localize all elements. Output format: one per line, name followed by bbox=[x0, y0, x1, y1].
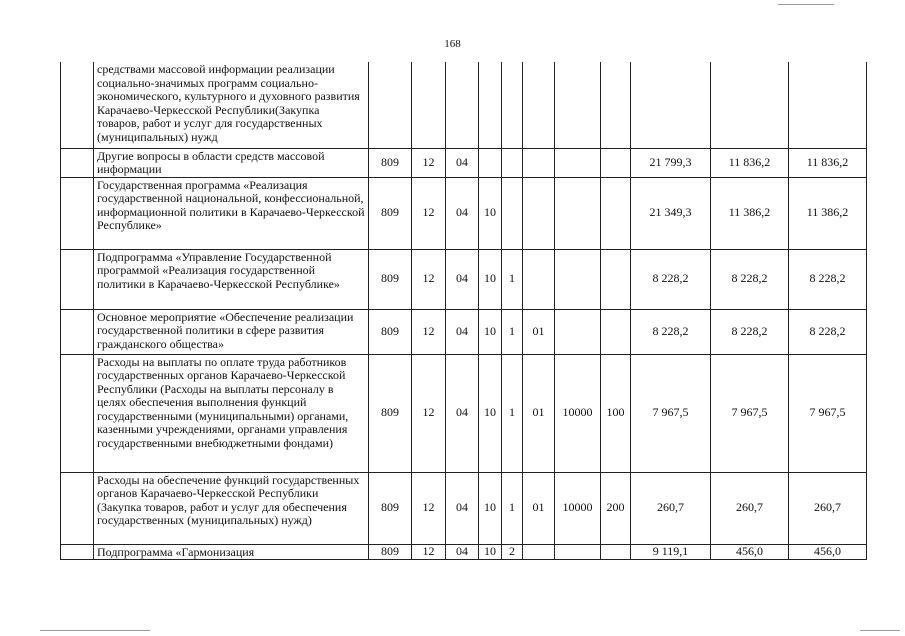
cell-subprogram: 1 bbox=[502, 309, 523, 354]
cell-ministry: 809 bbox=[369, 472, 412, 544]
row-number-cell bbox=[61, 62, 94, 148]
cell-sum2: 8 228,2 bbox=[711, 249, 789, 309]
cell-sum3: 260,7 bbox=[789, 472, 867, 544]
cell-subprogram: 1 bbox=[502, 249, 523, 309]
cell-expense-type bbox=[601, 148, 631, 177]
cell-event bbox=[523, 177, 555, 249]
cell-event bbox=[523, 62, 555, 148]
cell-event bbox=[523, 544, 555, 560]
cell-sum2: 8 228,2 bbox=[711, 309, 789, 354]
cell-direction bbox=[555, 249, 601, 309]
cell-ministry: 809 bbox=[369, 354, 412, 472]
cell-expense-type bbox=[601, 177, 631, 249]
cell-program: 10 bbox=[479, 354, 502, 472]
table-row bbox=[61, 249, 867, 309]
budget-table bbox=[60, 62, 867, 560]
cell-event bbox=[523, 249, 555, 309]
row-number-cell bbox=[61, 148, 94, 177]
cell-direction: 10000 bbox=[555, 472, 601, 544]
cell-section: 12 bbox=[412, 177, 446, 249]
cell-sum1: 8 228,2 bbox=[631, 309, 711, 354]
cell-event bbox=[523, 148, 555, 177]
row-number-cell bbox=[61, 354, 94, 472]
cell-program: 10 bbox=[479, 544, 502, 560]
cell-expense-type: 200 bbox=[601, 472, 631, 544]
page-number: 168 bbox=[444, 38, 461, 50]
cell-ministry: 809 bbox=[369, 309, 412, 354]
row-number-cell bbox=[61, 309, 94, 354]
cell-program bbox=[479, 148, 502, 177]
cell-expense-type: 100 bbox=[601, 354, 631, 472]
cell-subsection: 04 bbox=[446, 249, 479, 309]
cell-direction bbox=[555, 148, 601, 177]
row-number-cell bbox=[61, 472, 94, 544]
cell-sum2: 7 967,5 bbox=[711, 354, 789, 472]
table-row bbox=[61, 177, 867, 249]
cell-section: 12 bbox=[412, 249, 446, 309]
cell-section bbox=[412, 62, 446, 148]
cell-sum1: 9 119,1 bbox=[631, 544, 711, 560]
table-row bbox=[61, 472, 867, 544]
cell-sum3: 456,0 bbox=[789, 544, 867, 560]
cell-program bbox=[479, 62, 502, 148]
cell-expense-type bbox=[601, 249, 631, 309]
cell-sum2: 260,7 bbox=[711, 472, 789, 544]
cell-sum1 bbox=[631, 62, 711, 148]
cell-sum1: 21 799,3 bbox=[631, 148, 711, 177]
cell-program: 10 bbox=[479, 309, 502, 354]
cell-sum3 bbox=[789, 62, 867, 148]
cell-subprogram bbox=[502, 62, 523, 148]
table-row bbox=[61, 62, 867, 148]
cell-ministry bbox=[369, 62, 412, 148]
cell-expense-type bbox=[601, 62, 631, 148]
cell-name: Расходы на выплаты по оплате труда работников государственных органов Карачаево-Черкесской Республики (Расходы на выплаты персоналу в целях обеспечения выполнения функций государственными (муниципальными) органами, казенными учреждениями, органами управления государственными внебюджетными фондами) bbox=[94, 354, 369, 472]
cell-section: 12 bbox=[412, 544, 446, 560]
cell-subprogram bbox=[502, 148, 523, 177]
cell-name: Подпрограмма «Управление Государственной программой «Реализация государственной политики в Карачаево-Черкесской Республике» bbox=[94, 249, 369, 309]
row-number-cell bbox=[61, 177, 94, 249]
cell-program: 10 bbox=[479, 472, 502, 544]
cell-section: 12 bbox=[412, 309, 446, 354]
table-row bbox=[61, 148, 867, 177]
cell-sum3: 8 228,2 bbox=[789, 309, 867, 354]
cell-subsection: 04 bbox=[446, 544, 479, 560]
cell-section: 12 bbox=[412, 472, 446, 544]
cell-subsection: 04 bbox=[446, 148, 479, 177]
cell-event: 01 bbox=[523, 309, 555, 354]
cell-subprogram: 1 bbox=[502, 354, 523, 472]
cell-sum2: 11 386,2 bbox=[711, 177, 789, 249]
cell-section: 12 bbox=[412, 354, 446, 472]
cell-section: 12 bbox=[412, 148, 446, 177]
cell-sum1: 8 228,2 bbox=[631, 249, 711, 309]
cell-event: 01 bbox=[523, 472, 555, 544]
table-row bbox=[61, 544, 867, 560]
scan-artifact-line bbox=[40, 630, 150, 631]
scan-artifact-line bbox=[778, 4, 834, 5]
cell-subsection bbox=[446, 62, 479, 148]
cell-subsection: 04 bbox=[446, 472, 479, 544]
cell-sum2: 456,0 bbox=[711, 544, 789, 560]
cell-sum2: 11 836,2 bbox=[711, 148, 789, 177]
cell-name: Государственная программа «Реализация государственной национальной, конфессиональной, информационной политики в Карачаево-Черкесской Республике» bbox=[94, 177, 369, 249]
cell-sum1: 7 967,5 bbox=[631, 354, 711, 472]
cell-subsection: 04 bbox=[446, 309, 479, 354]
cell-ministry: 809 bbox=[369, 148, 412, 177]
table-row bbox=[61, 354, 867, 472]
cell-ministry: 809 bbox=[369, 177, 412, 249]
cell-sum3: 11 836,2 bbox=[789, 148, 867, 177]
cell-sum3: 11 386,2 bbox=[789, 177, 867, 249]
cell-name: Подпрограмма «Гармонизация bbox=[94, 544, 369, 560]
table-row bbox=[61, 309, 867, 354]
cell-direction bbox=[555, 177, 601, 249]
cell-sum3: 7 967,5 bbox=[789, 354, 867, 472]
cell-name: Расходы на обеспечение функций государственных органов Карачаево-Черкесской Республики (Закупка товаров, работ и услуг для обеспечения государственных (муниципальных) нужд) bbox=[94, 472, 369, 544]
cell-name: Другие вопросы в области средств массовой информации bbox=[94, 148, 369, 177]
row-number-cell bbox=[61, 249, 94, 309]
cell-name: Основное мероприятие «Обеспечение реализации государственной политики в сфере развития гражданского общества» bbox=[94, 309, 369, 354]
cell-event: 01 bbox=[523, 354, 555, 472]
cell-sum1: 260,7 bbox=[631, 472, 711, 544]
row-number-cell bbox=[61, 544, 94, 560]
cell-direction bbox=[555, 62, 601, 148]
cell-subprogram bbox=[502, 177, 523, 249]
cell-sum2 bbox=[711, 62, 789, 148]
cell-subprogram: 2 bbox=[502, 544, 523, 560]
cell-program: 10 bbox=[479, 249, 502, 309]
cell-ministry: 809 bbox=[369, 544, 412, 560]
cell-direction bbox=[555, 544, 601, 560]
cell-expense-type bbox=[601, 309, 631, 354]
cell-program: 10 bbox=[479, 177, 502, 249]
cell-subsection: 04 bbox=[446, 177, 479, 249]
cell-sum3: 8 228,2 bbox=[789, 249, 867, 309]
cell-direction bbox=[555, 309, 601, 354]
scan-artifact-line bbox=[860, 630, 900, 631]
cell-name: средствами массовой информации реализации социально-значимых программ социально-экономического, культурного и духовного развития Карачаево-Черкесской Республики(Закупка товаров, работ и услуг для государственных (муниципальных) нужд bbox=[94, 62, 369, 148]
cell-expense-type bbox=[601, 544, 631, 560]
cell-subsection: 04 bbox=[446, 354, 479, 472]
cell-ministry: 809 bbox=[369, 249, 412, 309]
cell-subprogram: 1 bbox=[502, 472, 523, 544]
cell-sum1: 21 349,3 bbox=[631, 177, 711, 249]
cell-direction: 10000 bbox=[555, 354, 601, 472]
